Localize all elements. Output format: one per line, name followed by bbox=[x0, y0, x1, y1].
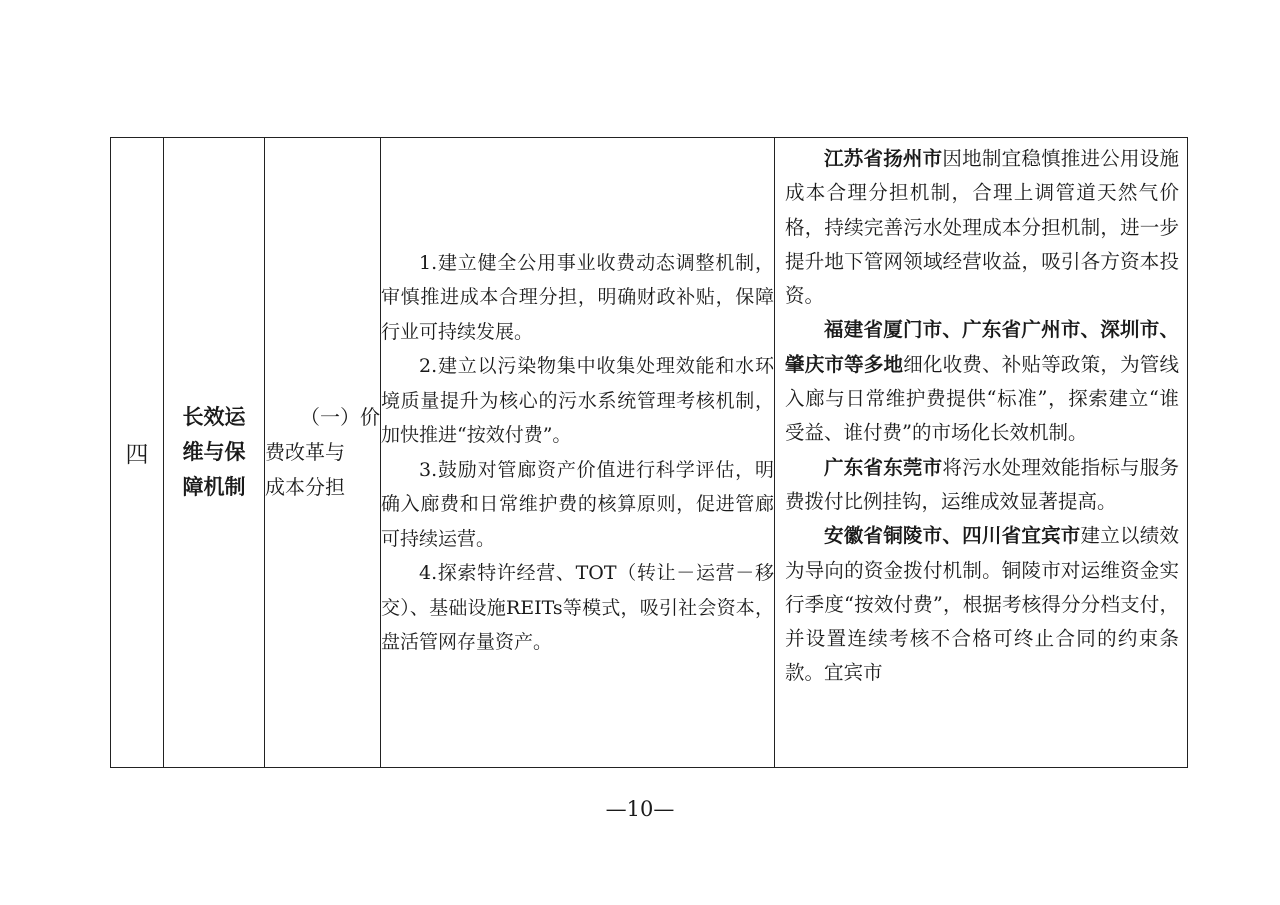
measure-item: 3.鼓励对管廊资产价值进行科学评估，明确入廊费和日常维护费的核算原则，促进管廊可持续运营。 bbox=[381, 458, 774, 550]
cases-cell bbox=[775, 138, 1188, 768]
category-line: 维与保 bbox=[182, 440, 246, 464]
category-line: 障机制 bbox=[182, 475, 246, 499]
case-location: 安徽省铜陵市、四川省宜宾市 bbox=[824, 524, 1081, 548]
case-location: 福建省厦门市、广东省广州市、深圳市、肇庆市等多地 bbox=[785, 318, 1179, 376]
case-text: 将污水处理效能指标与服务费拨付比例挂钩，运维成效显著提高。 bbox=[785, 455, 1179, 513]
measures-table bbox=[110, 137, 1188, 768]
page-number: —10— bbox=[605, 797, 675, 821]
case-text: 因地制宜稳慎推进公用设施成本合理分担机制，合理上调管道天然气价格，持续完善污水处理成本分担机制，进一步提升地下管网领域经营收益，吸引各方资本投资。 bbox=[785, 147, 1179, 308]
case-text: 建立以绩效为导向的资金拨付机制。铜陵市对运维资金实行季度“按效付费”，根据考核得分分档支付，并设置连续考核不合格可终止合同的约束条款。宜宾市 bbox=[785, 524, 1179, 685]
subcategory-line: 成本分担 bbox=[265, 475, 345, 499]
case-location: 江苏省扬州市 bbox=[824, 147, 943, 170]
category-cell bbox=[164, 138, 265, 768]
subcategory-line: （一）价 bbox=[300, 405, 380, 429]
category-line: 长效运 bbox=[182, 405, 246, 429]
case-text: 细化收费、补贴等政策，为管线入廊与日常维护费提供“标准”，探索建立“谁受益、谁付费”的市场化长效机制。 bbox=[785, 352, 1179, 445]
case-item bbox=[785, 451, 1179, 520]
measure-item: 1.建立健全公用事业收费动态调整机制，审慎推进成本合理分担，明确财政补贴，保障行业可持续发展。 bbox=[381, 251, 774, 343]
case-item bbox=[785, 313, 1179, 450]
case-item bbox=[785, 519, 1179, 690]
subcategory-cell bbox=[265, 138, 381, 768]
cases-content bbox=[785, 142, 1179, 762]
measure-item: 2.建立以污染物集中收集处理效能和水环境质量提升为核心的污水系统管理考核机制，加快推进“按效付费”。 bbox=[381, 355, 774, 446]
table-row bbox=[111, 138, 1188, 768]
row-number: 四 bbox=[111, 138, 164, 768]
case-location: 广东省东莞市 bbox=[824, 455, 943, 479]
subcategory-line: 费改革与 bbox=[265, 440, 345, 464]
measure-item: 4.探索特许经营、TOT（转让－运营－移交）、基础设施REITs等模式，吸引社会资本，盘活管网存量资产。 bbox=[381, 562, 774, 653]
measures-cell bbox=[381, 138, 775, 768]
case-item bbox=[785, 142, 1179, 313]
